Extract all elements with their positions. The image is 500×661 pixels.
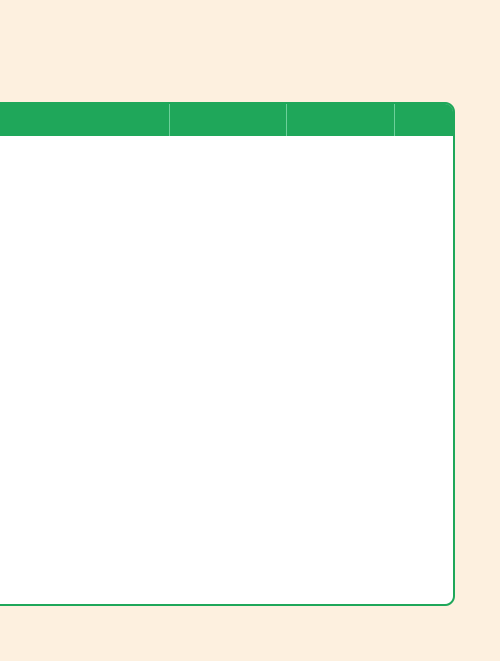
contents-table [0,102,455,606]
header-page [394,104,444,136]
header-language-focus [169,104,277,136]
table-header [0,104,453,136]
header-unit-target [34,104,159,136]
header-writing-tip [286,104,394,136]
